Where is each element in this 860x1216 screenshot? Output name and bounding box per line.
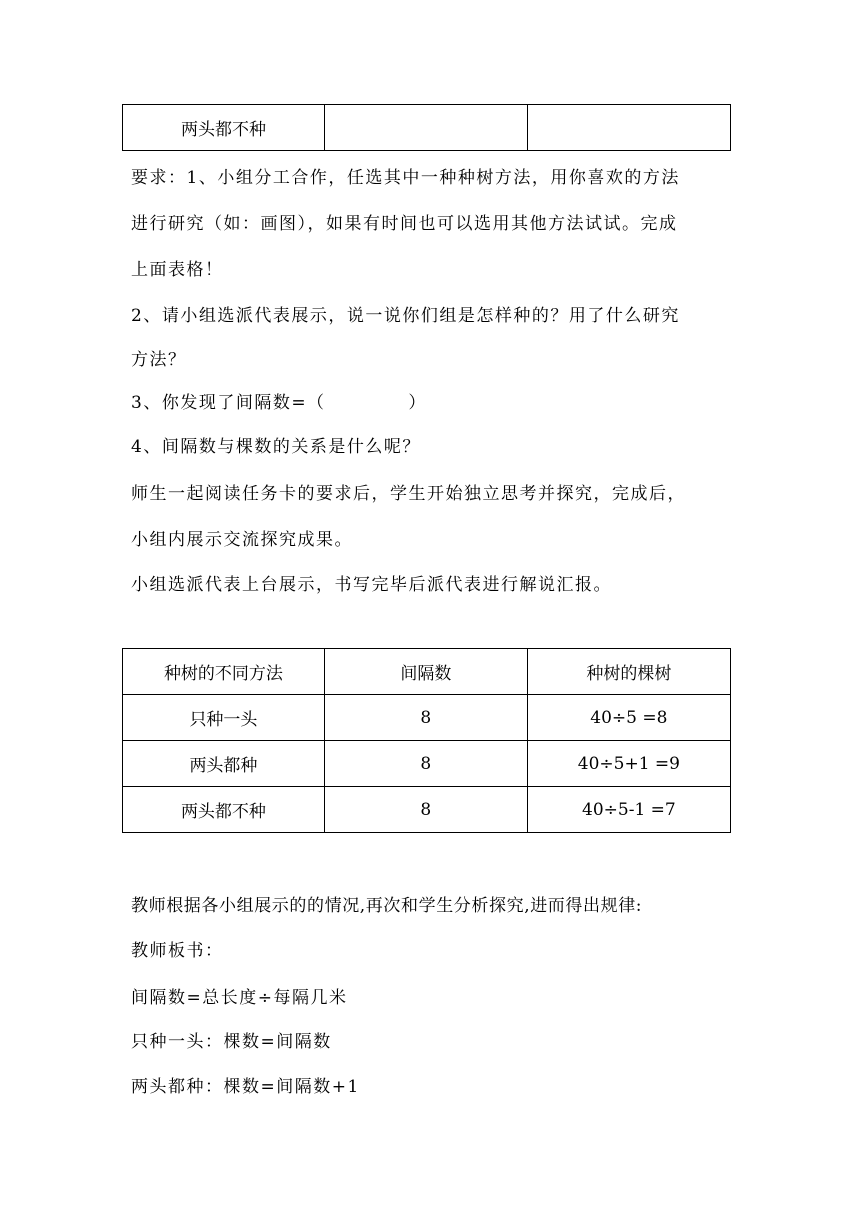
table-row — [123, 787, 731, 833]
table-cell: 40÷5+1 =9 — [527, 741, 730, 787]
table-header-cell: 种树的不同方法 — [123, 649, 325, 695]
question-text-line: 2、请小组选派代表展示，说一说你们组是怎样种的？用了什么研究 — [131, 306, 680, 326]
table-row — [123, 695, 731, 741]
table-header-cell: 种树的棵树 — [527, 649, 730, 695]
table-cell: 两头都种 — [123, 741, 325, 787]
table-cell — [325, 105, 528, 151]
paragraph-text-line: 小组选派代表上台展示，书写完毕后派代表进行解说汇报。 — [131, 575, 612, 595]
table-cell: 40÷5-1 =7 — [527, 787, 730, 833]
rule-line: 两头都种：棵数=间隔数+1 — [131, 1077, 360, 1097]
rule-line: 间隔数=总长度÷每隔几米 — [131, 988, 348, 1008]
table-cell: 只种一头 — [123, 695, 325, 741]
requirement-text-line: 要求：1、小组分工合作，任选其中一种种树方法，用你喜欢的方法 — [131, 168, 680, 188]
table-row — [123, 105, 731, 151]
question-text-line: 4、间隔数与棵数的关系是什么呢？ — [131, 437, 421, 457]
requirement-text-line: 上面表格！ — [131, 260, 224, 280]
table-cell: 8 — [324, 741, 527, 787]
question-text-line: 方法？ — [131, 350, 187, 370]
paragraph-text-line: 小组内展示交流探究成果。 — [131, 530, 353, 550]
conclusion-intro: 教师根据各小组展示的的情况,再次和学生分析探究,进而得出规律: — [131, 896, 643, 916]
requirement-text-line: 进行研究（如：画图），如果有时间也可以选用其他方法试试。完成 — [131, 214, 678, 234]
result-table — [122, 648, 731, 833]
table-header-row — [123, 649, 731, 695]
paragraph-text-line: 师生一起阅读任务卡的要求后，学生开始独立思考并探究，完成后， — [131, 484, 686, 504]
rule-line: 只种一头：棵数=间隔数 — [131, 1032, 332, 1052]
question-text-line: 3、你发现了间隔数=（ ） — [131, 393, 427, 413]
table-cell: 两头都不种 — [123, 787, 325, 833]
table-cell: 40÷5 =8 — [527, 695, 730, 741]
board-label: 教师板书： — [131, 941, 224, 961]
table-header-cell: 间隔数 — [324, 649, 527, 695]
table-cell: 8 — [324, 695, 527, 741]
table-cell: 两头都不种 — [123, 105, 325, 151]
top-table-fragment — [122, 104, 731, 151]
table-cell — [528, 105, 731, 151]
table-row — [123, 741, 731, 787]
table-cell: 8 — [324, 787, 527, 833]
